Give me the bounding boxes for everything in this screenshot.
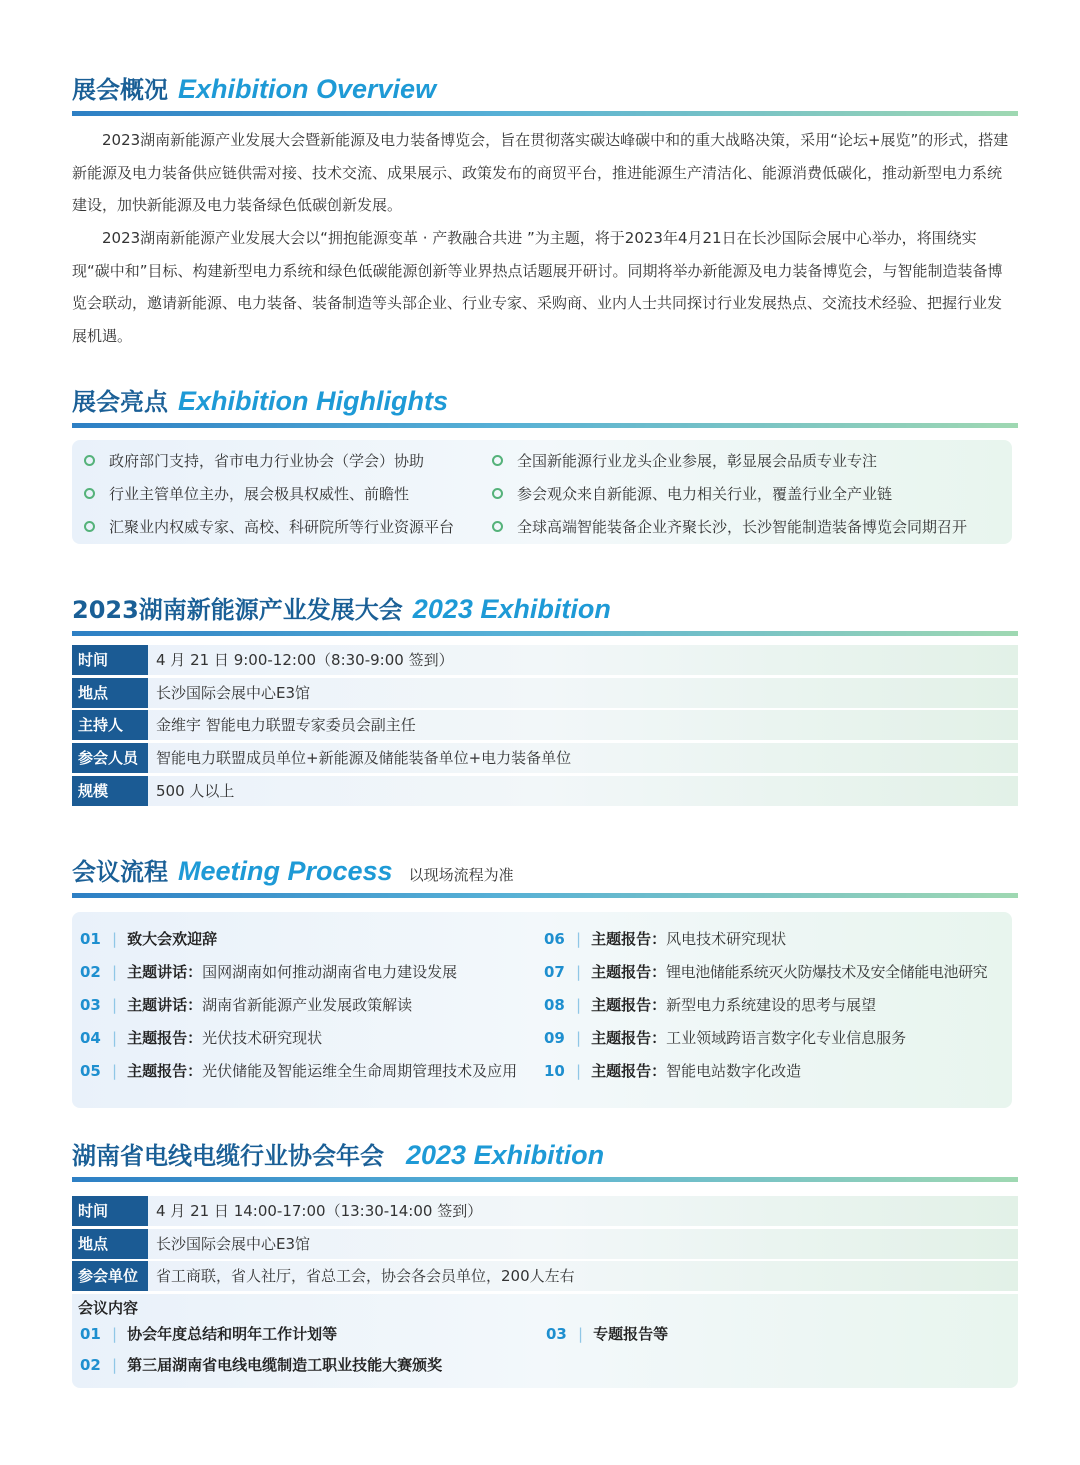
info-label: 主持人 [72, 710, 148, 740]
conference-title-en: 2023 Exhibition [412, 594, 611, 624]
conference-title-cn: 2023湖南新能源产业发展大会 [72, 596, 403, 624]
info-value: 4 月 21 日 9:00-12:00（8:30-9:00 签到） [156, 651, 454, 669]
info-row [72, 1229, 1018, 1259]
info-row [72, 776, 1018, 806]
ring-bullet-icon [84, 455, 95, 466]
highlight-item: 参会观众来自新能源、电力相关行业，覆盖行业全产业链 [492, 483, 892, 504]
cable-title-en: 2023 Exhibition [406, 1140, 605, 1170]
process-item: 10 | 主题报告： 智能电站数字化改造 [544, 1061, 802, 1080]
process-item: 08 | 主题报告： 新型电力系统建设的思考与展望 [544, 995, 877, 1014]
process-item: 04 | 主题报告： 光伏技术研究现状 [80, 1028, 323, 1047]
info-value: 金维宇 智能电力联盟专家委员会副主任 [156, 716, 416, 735]
conference-header [72, 590, 1018, 636]
process-item: 02 | 主题讲话： 国网湖南如何推动湖南省电力建设发展 [80, 962, 458, 981]
info-value: 省工商联，省人社厅，省总工会，协会各会员单位，200人左右 [156, 1267, 575, 1286]
ring-bullet-icon [84, 488, 95, 499]
ring-bullet-icon [492, 521, 503, 532]
highlights-header [72, 382, 1018, 428]
info-value: 长沙国际会展中心E3馆 [156, 1234, 311, 1253]
overview-rule [72, 111, 1018, 116]
info-row [72, 710, 1018, 740]
ring-bullet-icon [84, 521, 95, 532]
cable-title-cn: 湖南省电线电缆行业协会年会 [72, 1142, 384, 1170]
content-item: 01 | 协会年度总结和明年工作计划等 [80, 1324, 338, 1343]
overview-title-en: Exhibition Overview [178, 74, 437, 104]
info-label: 时间 [72, 645, 148, 675]
overview-paragraph-1: 2023湖南新能源产业发展大会暨新能源及电力装备博览会，旨在贯彻落实碳达峰碳中和的重大战略决策，采用“论坛+展览”的形式，搭建新能源及电力装备供应链供需对接、技术交流、成果展示、政策发布的商贸平台，推进能源生产清洁化、能源消费低碳化，推动新型电力系统建设，加快新能源及电力装备绿色低碳创新发展。 [72, 131, 1009, 214]
content-item: 03 | 专题报告等 [546, 1324, 669, 1343]
ring-bullet-icon [492, 455, 503, 466]
cable-info-table [72, 1196, 1018, 1294]
info-label: 地点 [72, 1229, 148, 1259]
info-label: 地点 [72, 678, 148, 708]
info-row [72, 743, 1018, 773]
process-item: 06 | 主题报告： 风电技术研究现状 [544, 929, 787, 948]
highlight-item: 行业主管单位主办，展会极具权威性、前瞻性 [84, 483, 409, 504]
cable-content-label: 会议内容 [78, 1299, 139, 1317]
process-rule [72, 893, 1018, 898]
highlights-rule [72, 423, 1018, 428]
highlight-item: 全球高端智能装备企业齐聚长沙，长沙智能制造装备博览会同期召开 [492, 516, 967, 537]
conference-rule [72, 631, 1018, 636]
process-item: 03 | 主题讲话： 湖南省新能源产业发展政策解读 [80, 995, 413, 1014]
highlight-item: 政府部门支持，省市电力行业协会（学会）协助 [84, 450, 424, 471]
highlight-item: 全国新能源行业龙头企业参展，彰显展会品质专业专注 [492, 450, 877, 471]
process-item: 01 | 致大会欢迎辞 [80, 929, 218, 948]
process-item: 07 | 主题报告： 锂电池储能系统灭火防爆技术及安全储能电池研究 [544, 962, 988, 981]
process-header [72, 852, 1018, 898]
cable-rule [72, 1177, 1018, 1182]
process-item: 05 | 主题报告： 光伏储能及智能运维全生命周期管理技术及应用 [80, 1061, 518, 1080]
highlights-title-en: Exhibition Highlights [178, 386, 448, 416]
info-label: 规模 [72, 776, 148, 806]
conference-info-table [72, 645, 1018, 808]
process-item: 09 | 主题报告： 工业领域跨语言数字化专业信息服务 [544, 1028, 907, 1047]
highlights-title-cn: 展会亮点 [72, 388, 168, 416]
info-label: 参会人员 [72, 743, 148, 773]
cable-header [72, 1136, 1018, 1182]
info-label: 参会单位 [72, 1261, 148, 1291]
overview-paragraph-2: 2023湖南新能源产业发展大会以“拥抱能源变革 · 产教融合共进 ”为主题，将于2023年4月21日在长沙国际会展中心举办，将围绕实现“碳中和”目标、构建新型电力系统和绿色低碳能源创新等业界热点话题展开研讨。同期将举办新能源及电力装备博览会，与智能制造装备博览会联动，邀请新能源、电力装备、装备制造等头部企业、行业专家、采购商、业内人士共同探讨行业发展热点、交流技术经验、把握行业发展机遇。 [72, 229, 1003, 345]
overview-title-cn: 展会概况 [72, 76, 168, 104]
info-value: 500 人以上 [156, 781, 235, 800]
process-note: 以现场流程为准 [408, 866, 514, 884]
info-row [72, 678, 1018, 708]
content-item: 02 | 第三届湖南省电线电缆制造工职业技能大赛颁奖 [80, 1355, 443, 1374]
highlight-item: 汇聚业内权威专家、高校、科研院所等行业资源平台 [84, 516, 454, 537]
info-row [72, 1196, 1018, 1226]
info-label: 时间 [72, 1196, 148, 1226]
info-value: 长沙国际会展中心E3馆 [156, 683, 311, 702]
info-value: 智能电力联盟成员单位+新能源及储能装备单位+电力装备单位 [156, 749, 572, 768]
process-title-en: Meeting Process [178, 856, 393, 886]
process-title-cn: 会议流程 [72, 858, 168, 886]
overview-header [72, 70, 1018, 116]
ring-bullet-icon [492, 488, 503, 499]
info-row [72, 1261, 1018, 1291]
info-value: 4 月 21 日 14:00-17:00（13:30-14:00 签到） [156, 1202, 483, 1220]
info-row [72, 645, 1018, 675]
